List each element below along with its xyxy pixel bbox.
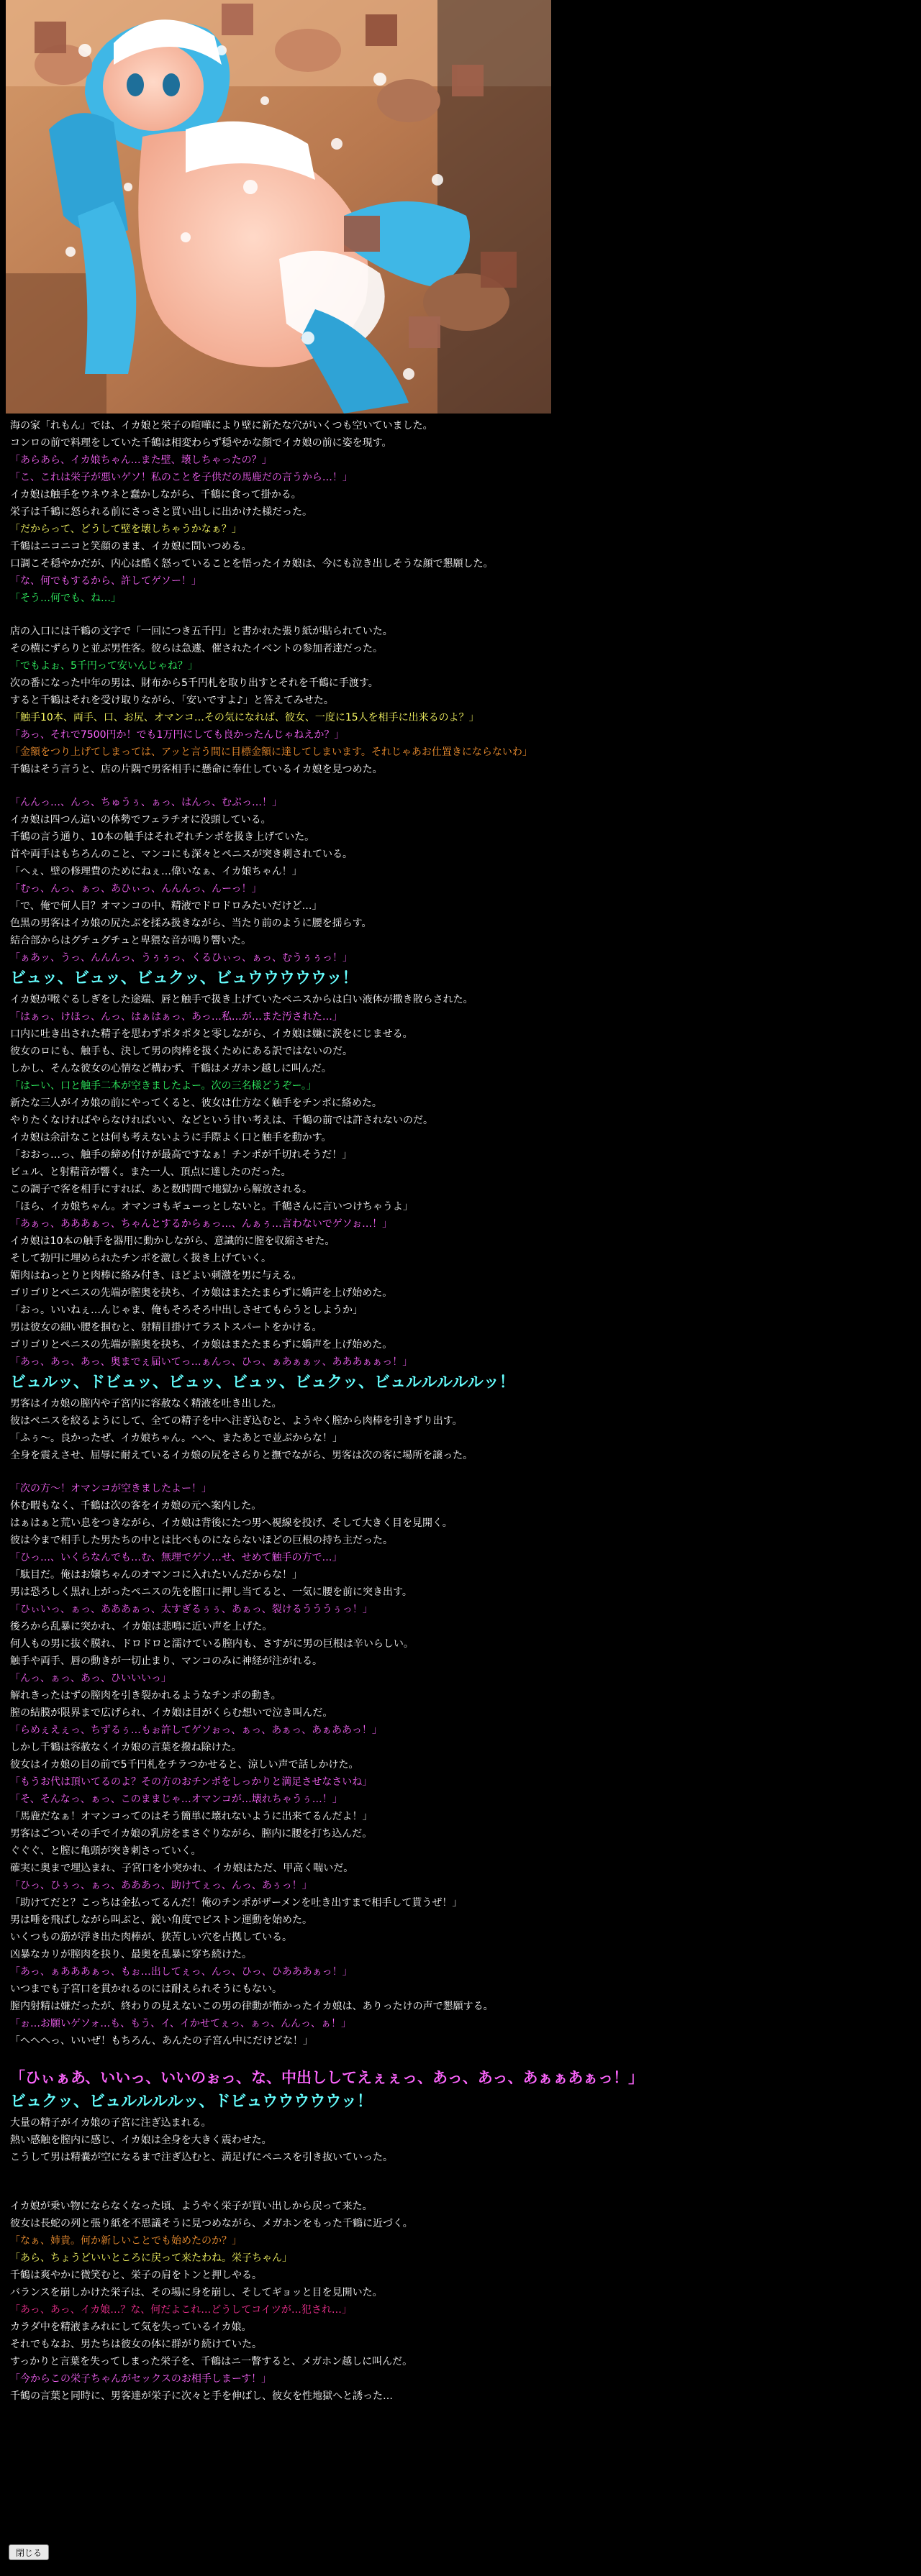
sound-effect-line: 「ひぃぁあ、いいっ、いいのぉっ、な、中出ししてえぇぇっ、あっ、あっ、あぁぁあぁっ！」 bbox=[10, 2069, 644, 2086]
story-line: 千鶴はそう言うと、店の片隅で男客相手に懸命に奉仕しているイカ娘を見つめた。 bbox=[10, 764, 383, 775]
sound-effect-line: ビュクッ、ビュルルルルッ、ドビュウウウウウッ！ bbox=[10, 2093, 373, 2111]
story-line: 「へへへっ、いいぜ！もちろん、あんたの子宮ん中にだけどな！」 bbox=[10, 2035, 313, 2047]
story-line: 「へぇ、壁の修理費のためにねぇ…偉いなぁ、イカ娘ちゃん！」 bbox=[10, 866, 302, 877]
story-line: 彼女はイカ娘の目の前で5千円札をチラつかせると、涼しい声で話しかけた。 bbox=[10, 1759, 359, 1771]
story-line: 千鶴はニコニコと笑顔のまま、イカ娘に問いつめる。 bbox=[10, 541, 252, 552]
story-line: 「おおっ…っ、触手の締め付けが最高ですなぁ！チンポが千切れそうだ！」 bbox=[10, 1149, 353, 1161]
story-line: 触手や両手、唇の動きが一切止まり、マンコのみに神経が注がれる。 bbox=[10, 1655, 322, 1667]
story-line: 千鶴は爽やかに微笑むと、栄子の肩をトンと押しやる。 bbox=[10, 2270, 262, 2281]
story-line: バランスを崩しかけた栄子は、その場に身を崩し、そしてギョッと目を見開いた。 bbox=[10, 2287, 383, 2298]
story-line: しかし千鶴は容赦なくイカ娘の言葉を撥ね除けた。 bbox=[10, 1742, 242, 1753]
story-line: 確実に奥まで埋込まれ、子宮口を小突かれ、イカ娘はただ、甲高く喘いだ。 bbox=[10, 1863, 354, 1874]
story-line: 千鶴の言う通り、10本の触手はそれぞれチンポを扱き上げていた。 bbox=[10, 831, 315, 843]
story-line: 新たな三人がイカ娘の前にやってくると、彼女は仕方なく触手をチンポに絡めた。 bbox=[10, 1097, 382, 1109]
story-line: 男客はごついその手でイカ娘の乳房をまさぐりながら、膣内に腰を打ち込んだ。 bbox=[10, 1828, 373, 1840]
story-line: 男客はイカ娘の膣内や子宮内に容赦なく精液を吐き出した。 bbox=[10, 1398, 282, 1410]
story-line: 大量の精子がイカ娘の子宮に注ぎ込まれる。 bbox=[10, 2117, 212, 2129]
story-line: 「あっ、ぁあああぁっ、もぉ…出してぇっ、んっ、ひっ、ひあああぁっ！」 bbox=[10, 1966, 353, 1978]
story-line: 「駄目だ。俺はお嬢ちゃんのオマンコに入れたいんだからな！」 bbox=[10, 1569, 302, 1581]
story-line: 「あっ、それで7500円か！でも1万円にしても良かったんじゃねえか？」 bbox=[10, 729, 345, 741]
story-line: 「あら、ちょうどいいところに戻って来たわね。栄子ちゃん」 bbox=[10, 2252, 292, 2264]
story-line: こうして男は精嚢が空になるまで注ぎ込むと、満足げにペニスを引き抜いていった。 bbox=[10, 2152, 393, 2163]
story-line: 「むっ、んっ、ぁっ、あひぃっ、んんんっ、んーっ！」 bbox=[10, 883, 262, 895]
illustration-image bbox=[6, 0, 551, 414]
story-line: 熱い感触を膣内に感じ、イカ娘は全身を大きく震わせた。 bbox=[10, 2134, 272, 2146]
story-line: 「んっ、ぁっ、あっ、ひいいいっ」 bbox=[10, 1673, 171, 1684]
story-line: イカ娘は10本の触手を器用に動かしながら、意識的に膣を収縮させた。 bbox=[10, 1236, 335, 1247]
story-line: すっかりと言葉を失ってしまった栄子を、千鶴はニ一瞥すると、メガホン越しに叫んだ。 bbox=[10, 2356, 413, 2367]
story-line: 「で、俺で何人目？オマンコの中、精液でドロドロみたいだけど…」 bbox=[10, 900, 322, 912]
story-line: 休む暇もなく、千鶴は次の客をイカ娘の元へ案内した。 bbox=[10, 1500, 262, 1512]
story-line: 彼は今まで相手した男たちの中とは比べものにならないほどの巨根の持ち主だった。 bbox=[10, 1535, 393, 1546]
story-line: 男は唾を飛ばしながら叫ぶと、鋭い角度でピストン運動を始めた。 bbox=[10, 1914, 312, 1926]
story-line: ゴリゴリとペニスの先端が膣奥を抉ち、イカ娘はまたたまらずに嬌声を上げ始めた。 bbox=[10, 1287, 393, 1299]
story-line: 「な、何でもするから、許してゲソー！」 bbox=[10, 575, 201, 587]
story-line: そして勃円に埋められたチンポを激しく扱き上げていく。 bbox=[10, 1253, 272, 1264]
story-line: 口調こそ穏やかだが、内心は酷く怒っていることを悟ったイカ娘は、今にも泣き出しそうな顔で懇願した。 bbox=[10, 558, 494, 570]
story-line: しかし、そんな彼女の心情など構わず、千鶴はメガホン越しに叫んだ。 bbox=[10, 1063, 332, 1074]
story-line: 結合部からはグチュグチュと卑猥な音が鳴り響いた。 bbox=[10, 935, 252, 946]
story-line: 「おっ。いいねぇ…んじゃま、俺もそろそろ中出しさせてもらうとしようか」 bbox=[10, 1305, 363, 1316]
blank-line bbox=[10, 1464, 909, 1480]
story-line: やりたくなければやらなければいい、などという甘い考えは、千鶴の前では許されないのだ。 bbox=[10, 1115, 433, 1126]
story-line: 全身を震えさせ、屈辱に耐えているイカ娘の尻をさらりと撫でながら、男客は次の客に場所を譲った。 bbox=[10, 1450, 473, 1461]
story-line: 「なぁ、姉貴。何か新しいことでも始めたのか？」 bbox=[10, 2235, 242, 2247]
sound-effect-line: ビュッ、ビュッ、ビュクッ、ビュウウウウウッ！ bbox=[10, 969, 358, 987]
blank-line bbox=[10, 2166, 909, 2182]
blank-line bbox=[10, 2050, 909, 2065]
story-line: カラダ中を精液まみれにして気を失っているイカ娘。 bbox=[10, 2321, 252, 2333]
story-line: 「あぁっ、あああぁっ、ちゃんとするからぁっ…、んぁぅ…言わないでゲソぉ…！」 bbox=[10, 1218, 393, 1230]
story-line: 「ひぃいっ、ぁっ、あああぁっ、太すぎるぅぅ、あぁっ、裂けるうううぅっ！」 bbox=[10, 1604, 373, 1615]
story-line: 彼女のロにも、触手も、決して男の肉棒を扱くためにある訳ではないのだ。 bbox=[10, 1046, 353, 1057]
blank-line bbox=[10, 2182, 909, 2198]
story-line: 「だからって、どうして壁を壊しちゃうかなぁ？」 bbox=[10, 524, 242, 535]
story-line: 次の番になった中年の男は、財布から5千円札を取り出すとそれを千鶴に手渡す。 bbox=[10, 677, 378, 689]
blank-line bbox=[10, 607, 909, 623]
story-line: 「ぉ…お願いゲソォ…も、もう、イ、イかせてぇっ、ぁっ、んんっ、ぁ！」 bbox=[10, 2018, 352, 2029]
story-line: 「ほら、イカ娘ちゃん。オマンコもギューっとしないと。千鶴さんに言いつけちゃうよ」 bbox=[10, 1201, 413, 1212]
story-line: 首や両手はもちろんのこと、マンコにも深々とペニスが突き刺されている。 bbox=[10, 849, 353, 860]
story-line: ぐぐぐ、と膣に亀頭が突き刺さっていく。 bbox=[10, 1845, 201, 1857]
story-line: 「はぁっ、けほっ、んっ、はぁはぁっ、あっ…私…が…また汚された…」 bbox=[10, 1011, 342, 1023]
story-line: 色黒の男客はイカ娘の尻たぶを揉み扱きながら、当たり前のように腰を揺らす。 bbox=[10, 918, 372, 929]
story-line: 「そ、そんなっ、ぁっ、このままじゃ…オマンコが…壊れちゃうぅ…！」 bbox=[10, 1794, 342, 1805]
story-line: 「こ、これは栄子が悪いゲソ！私のことを子供だの馬鹿だの言うから…！」 bbox=[10, 472, 353, 483]
sound-effect-line: ビュルッ、ドビュッ、ビュッ、ビュッ、ビュクッ、ビュルルルルルッ！ bbox=[10, 1374, 515, 1392]
story-line: イカ娘が喉ぐるしぎをした途端、唇と触手で扱き上げていたペニスからは白い液体が撒き散らされた。 bbox=[10, 994, 473, 1005]
story-line: 口内に吐き出された精子を思わずポタポタと零しながら、イカ娘は嫌に涙をにじませる。 bbox=[10, 1028, 413, 1040]
story-line: 「ふぅ～。良かったぜ、イカ娘ちゃん。へへ、またあとで並ぶからな！」 bbox=[10, 1433, 342, 1444]
story-line: 「んんっ…、んっ、ちゅうぅ、ぁっ、はんっ、むぷっ…！」 bbox=[10, 797, 282, 808]
story-line: コンロの前で料理をしていた千鶴は相変わらず穏やかな顔でイカ娘の前に姿を現す。 bbox=[10, 437, 392, 449]
story-line: 彼女は長蛇の列と張り紙を不思議そうに見つめながら、メガホンをもった千鶴に近づく。 bbox=[10, 2218, 413, 2229]
story-line: 「あっ、あっ、あっ、奥までぇ届いてっ…ぁんっ、ひっ、ぁあぁぁッ、あああぁぁっ！」 bbox=[10, 1356, 413, 1368]
story-line: それでもなお、男たちは彼女の体に群がり続けていた。 bbox=[10, 2339, 262, 2350]
story-line: 膣内射精は嫌だったが、終わりの見えないこの男の律動が怖かったイカ娘は、ありったけの声で懇願する。 bbox=[10, 2001, 494, 2012]
story-line: 「助けてだと？こっちは金払ってるんだ！俺のチンポがザーメンを吐き出すまで相手して貰うぜ！」 bbox=[10, 1897, 463, 1909]
story-line: 店の入口には千鶴の文字で「一回につき五千円」と書かれた張り紙が貼られていた。 bbox=[10, 626, 393, 637]
story-line: イカ娘は余計なことは何も考えないように手際よく口と触手を動かす。 bbox=[10, 1132, 332, 1143]
story-line: 「金額をつり上げてしまっては、アッと言う間に目標金額に達してしまいます。それじゃあお仕置きにならないわ」 bbox=[10, 746, 532, 758]
story-line: 「馬鹿だなぁ！オマンコってのはそう簡単に壊れないように出来てるんだよ！」 bbox=[10, 1811, 373, 1822]
story-line: 「ぁあッ、うっ、んんんっ、うぅぅっ、くるひぃっ、ぁっ、むうぅぅっ！」 bbox=[10, 952, 353, 964]
story-line: 膣の結膜が限界まで広げられ、イカ娘は目がくらむ想いで泣き叫んだ。 bbox=[10, 1707, 333, 1719]
story-line: 「あらあら、イカ娘ちゃん…また壁、壊しちゃったの？」 bbox=[10, 455, 272, 466]
story-line: 凶暴なカリが膣肉を抉り、最奥を乱暴に穿ち続けた。 bbox=[10, 1949, 252, 1960]
story-line: 「次の方～！オマンコが空きましたよー！」 bbox=[10, 1483, 212, 1494]
story-line: 「らめぇえぇっ、ちずるぅ…もぉ許してゲソぉっ、ぁっ、あぁっ、あぁああっ！」 bbox=[10, 1725, 382, 1736]
story-line: 男は彼女の細い腰を掴むと、射精目掛けてラストスパートをかける。 bbox=[10, 1322, 322, 1333]
story-line: 「ひっ…、いくらなんでも…む、無理でゲソ…せ、せめて触手の方で…」 bbox=[10, 1552, 342, 1563]
story-text bbox=[10, 417, 909, 2405]
story-line: イカ娘が乗い物にならなくなった頃、ようやく栄子が買い出しから戻って来た。 bbox=[10, 2201, 373, 2212]
story-line: 海の家「れもん」では、イカ娘と栄子の喧嘩により壁に新たな穴がいくつも空いていました。 bbox=[10, 420, 433, 431]
story-line: はぁはぁと荒い息をつきながら、イカ娘は背後にたつ男へ視線を投げ、そして大きく目を見開く。 bbox=[10, 1517, 453, 1529]
story-line: 「もうお代は頂いてるのよ？その方のおチンポをしっかりと満足させなさいね」 bbox=[10, 1776, 373, 1788]
blank-line bbox=[10, 778, 909, 794]
story-line: 後ろから乱暴に突かれ、イカ娘は悲鳴に近い声を上げた。 bbox=[10, 1621, 273, 1632]
story-line: イカ娘は触手をウネウネと蠢かしながら、千鶴に食って掛かる。 bbox=[10, 489, 301, 501]
story-line: いつまでも子宮口を貫かれるのには耐えられそうにもない。 bbox=[10, 1983, 282, 1995]
story-line: 「ひっ、ひぅっ、ぁっ、あああっ、助けてぇっ、んっ、あぅっ！」 bbox=[10, 1880, 312, 1891]
story-line: ビュル、と射精音が響く。また一人、頂点に達したのだった。 bbox=[10, 1166, 291, 1178]
story-line: 解れきったはずの膣肉を引き裂かれるようなチンポの動き。 bbox=[10, 1690, 281, 1702]
story-line: いくつもの筋が浮き出た肉棒が、狭苦しい穴を占拠している。 bbox=[10, 1932, 292, 1943]
story-line: すると千鶴はそれを受け取りながら、「安いですよ♪」と答えてみせた。 bbox=[10, 695, 334, 706]
story-line: イカ娘は四つん這いの体勢でフェラチオに没頭している。 bbox=[10, 814, 271, 826]
story-line: 彼はペニスを絞るようにして、全ての精子を中へ注ぎ込むと、ようやく膣から肉棒を引きずり出す。 bbox=[10, 1415, 463, 1427]
story-line: 千鶴の言葉と同時に、男客達が栄子に次々と手を伸ばし、彼女を性地獄へと誘った… bbox=[10, 2390, 393, 2402]
story-line: 「あっ、あっ、イカ娘…？な、何だよこれ…どうしてコイツが…犯され…」 bbox=[10, 2304, 352, 2316]
story-line: 「そう…何でも、ね…」 bbox=[10, 593, 121, 604]
close-button[interactable]: 閉じる bbox=[9, 2544, 49, 2560]
story-line: 栄子は千鶴に怒られる前にさっさと買い出しに出かけた様だった。 bbox=[10, 506, 312, 518]
story-line: この調子で客を相手にすれば、あと数時間で地獄から解放される。 bbox=[10, 1184, 312, 1195]
story-line: ゴリゴリとペニスの先端が膣奥を抉ち、イカ娘はまたたまらずに嬌声を上げ始めた。 bbox=[10, 1339, 393, 1351]
story-line: 何人もの男に抜ぐ膜れ、ドロドロと濡けている膣内も、さすがに男の巨根は辛いらしい。 bbox=[10, 1638, 414, 1650]
story-line: 「今からこの栄子ちゃんがセックスのお相手しまーす！」 bbox=[10, 2373, 272, 2385]
story-line: 「でもよぉ、5千円って安いんじゃね？」 bbox=[10, 660, 198, 672]
story-line: その横にずらりと並ぶ男性客。彼らは急遽、催されたイベントの参加者達だった。 bbox=[10, 643, 383, 654]
story-line: 男は恐ろしく黒れ上がったペニスの先を膣口に押し当てると、一気に腰を前に突き出す。 bbox=[10, 1586, 412, 1598]
story-line: 「触手10本、両手、口、お尻、オマンコ…その気になれば、彼女、一度に15人を相手に出来るのよ？」 bbox=[10, 712, 479, 723]
story-line: 媚肉はねっとりと肉棒に絡み付き、ほどよい刺激を男に与える。 bbox=[10, 1270, 302, 1282]
story-line: 「はーい、口と触手二本が空きましたよー。次の三名様どうぞー。」 bbox=[10, 1080, 317, 1092]
